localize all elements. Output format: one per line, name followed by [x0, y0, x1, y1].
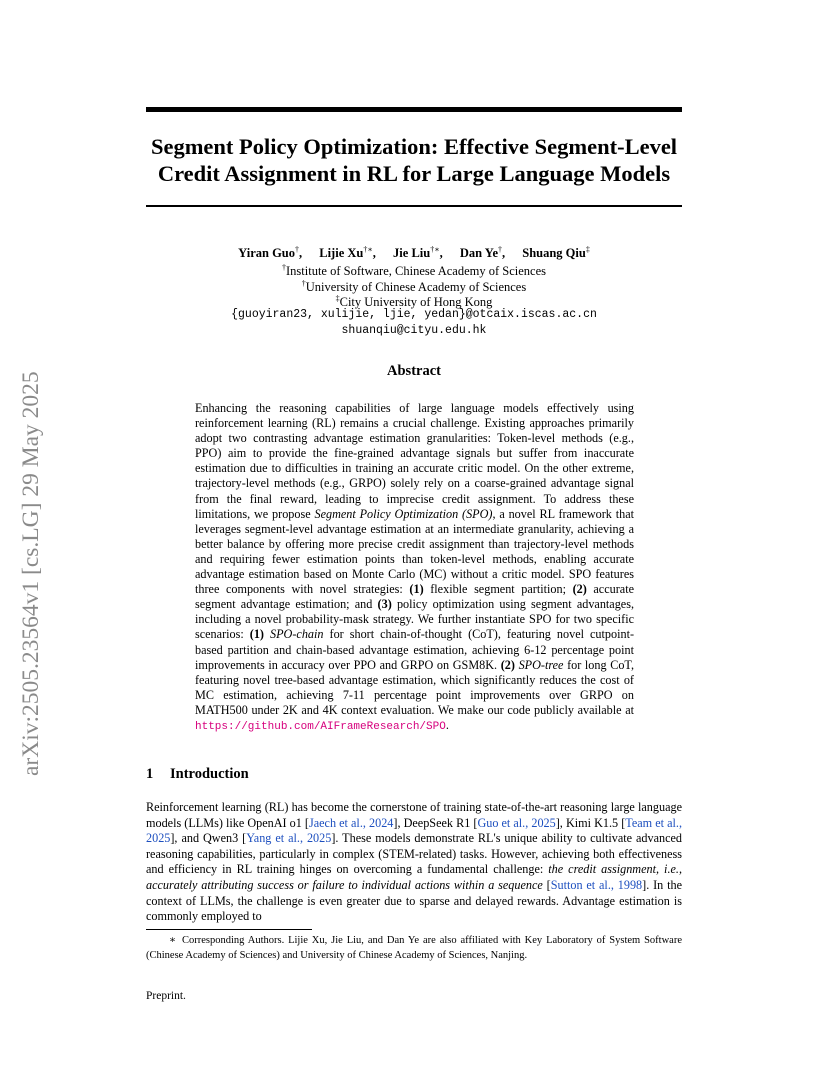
- citation-link[interactable]: Sutton et al., 1998: [550, 877, 643, 892]
- section-heading-introduction: [146, 766, 249, 783]
- affiliation: †Institute of Software, Chinese Academy of Sciences: [282, 263, 546, 279]
- title-top-rule: [146, 107, 682, 112]
- paper-title: [146, 133, 682, 187]
- abstract-text: Enhancing the reasoning capabilities of large language models effectively using reinforcement learning (RL) remains a crucial challenge. Existing approaches primarily adopt two contrasting advantage estimation granularities: Token-level methods (e.g., PPO) aim to provide the fine-grained advantage signals but suffer from inaccurate estimation due to difficulties in training an accurate critic model. On the other extreme, trajectory-level methods (e.g., GRPO) solely rely on a coarse-grained advantage signal from the final reward, leading to imprecise credit assignment. To address these limitations, we propose Segment Policy Optimization (SPO), a novel RL framework that leverages segment-level advantage estimation at an intermediate granularity, achieving a better balance by offering more precise credit assignment than trajectory-level methods and requiring fewer estimation points than token-level methods, enabling accurate advantage estimation based on Monte Carlo (MC) without a critic model. SPO features three components with novel strategies: (1) flexible segment partition; (2) accurate segment advantage estimation; and (3) policy optimization using segment advantages, including a novel probability-mask strategy. We further instantiate SPO for two specific scenarios: (1) SPO-chain for short chain-of-thought (CoT), featuring novel cutpoint-based partition and chain-based advantage estimation, achieving 6-12 percentage point improvements in accuracy over PPO and GRPO on GSM8K. (2) SPO-tree for long CoT, featuring novel tree-based advantage estimation, which significantly reduces the cost of MC estimation, achieving 7-11 percentage point improvements over GRPO on MATH500 under 2K and 4K context evaluation. We make our code publicly available at https://github.com/AIFrameResearch/SPO.: [195, 401, 635, 733]
- email-line: shuanqiu@cityu.edu.hk: [341, 323, 487, 337]
- author: Lijie Xu†∗,: [319, 245, 376, 261]
- arxiv-identifier-stamp: arXiv:2505.23564v1 [cs.LG] 29 May 2025: [18, 371, 44, 776]
- email-line: {guoyiran23, xulijie, ljie, yedan}@otcaix.iscas.ac.cn: [231, 308, 597, 321]
- affiliation: ‡City University of Hong Kong: [335, 294, 493, 310]
- citation-link[interactable]: Team et al., 2025: [146, 815, 683, 846]
- citation-link[interactable]: Guo et al., 2025: [477, 815, 556, 830]
- preprint-label: Preprint.: [146, 990, 186, 1002]
- author: Jie Liu†∗,: [393, 245, 443, 261]
- author-list: [146, 242, 682, 261]
- affiliation: †University of Chinese Academy of Sciences: [301, 278, 527, 294]
- citation-link[interactable]: Jaech et al., 2024: [309, 815, 394, 830]
- title-bottom-rule: [146, 205, 682, 207]
- author: Shuang Qiu‡: [522, 245, 590, 261]
- emphasized-definition: the credit assignment, i.e., accurately attributing success or failure to individual actions within a sequence: [146, 862, 682, 892]
- author: Dan Ye†,: [459, 245, 506, 261]
- spo-name: Segment Policy Optimization (SPO): [314, 506, 493, 521]
- section-number: 1: [146, 766, 154, 782]
- footnote-rule: [146, 929, 312, 930]
- section-title-text: Introduction: [170, 766, 249, 782]
- paper-title-line-2: Credit Assignment in RL for Large Language Models: [157, 161, 671, 186]
- footnote: [146, 934, 682, 963]
- code-repository-link[interactable]: https://github.com/AIFrameResearch/SPO: [195, 720, 446, 733]
- introduction-paragraph: Reinforcement learning (RL) has become the cornerstone of training state-of-the-art reasoning large language models (LLMs) like OpenAI o1 [Jaech et al., 2024], DeepSeek R1 [Guo et al., 2025], Kimi K1.5 [Team et al., 2025], and Qwen3 [Yang et al., 2025]. These models demonstrate RL's unique ability to cultivate advanced reasoning capabilities, particularly in complex (STEM-related) tasks. However, achieving both effectiveness and efficiency in RL training hinges on overcoming a fundamental challenge: the credit assignment, i.e., accurately attributing success or failure to individual actions within a sequence [Sutton et al., 1998]. In the context of LLMs, the challenge is even greater due to sparse and delayed rewards. Advantage estimation is commonly employed to: [146, 800, 683, 924]
- footnote-mark: ∗: [168, 935, 176, 946]
- author: Yiran Guo†,: [238, 245, 303, 261]
- abstract-heading: Abstract: [387, 363, 441, 379]
- footnote-text: Corresponding Authors. Lijie Xu, Jie Liu, and Dan Ye are also affiliated with Key Laboratory of System Software (Chinese Academy of Sciences) and University of Chinese Academy of Sciences, Nanjing.: [146, 935, 682, 961]
- paper-title-line-1: Segment Policy Optimization: Effective Segment-Level: [150, 134, 678, 159]
- citation-link[interactable]: Yang et al., 2025: [246, 831, 332, 846]
